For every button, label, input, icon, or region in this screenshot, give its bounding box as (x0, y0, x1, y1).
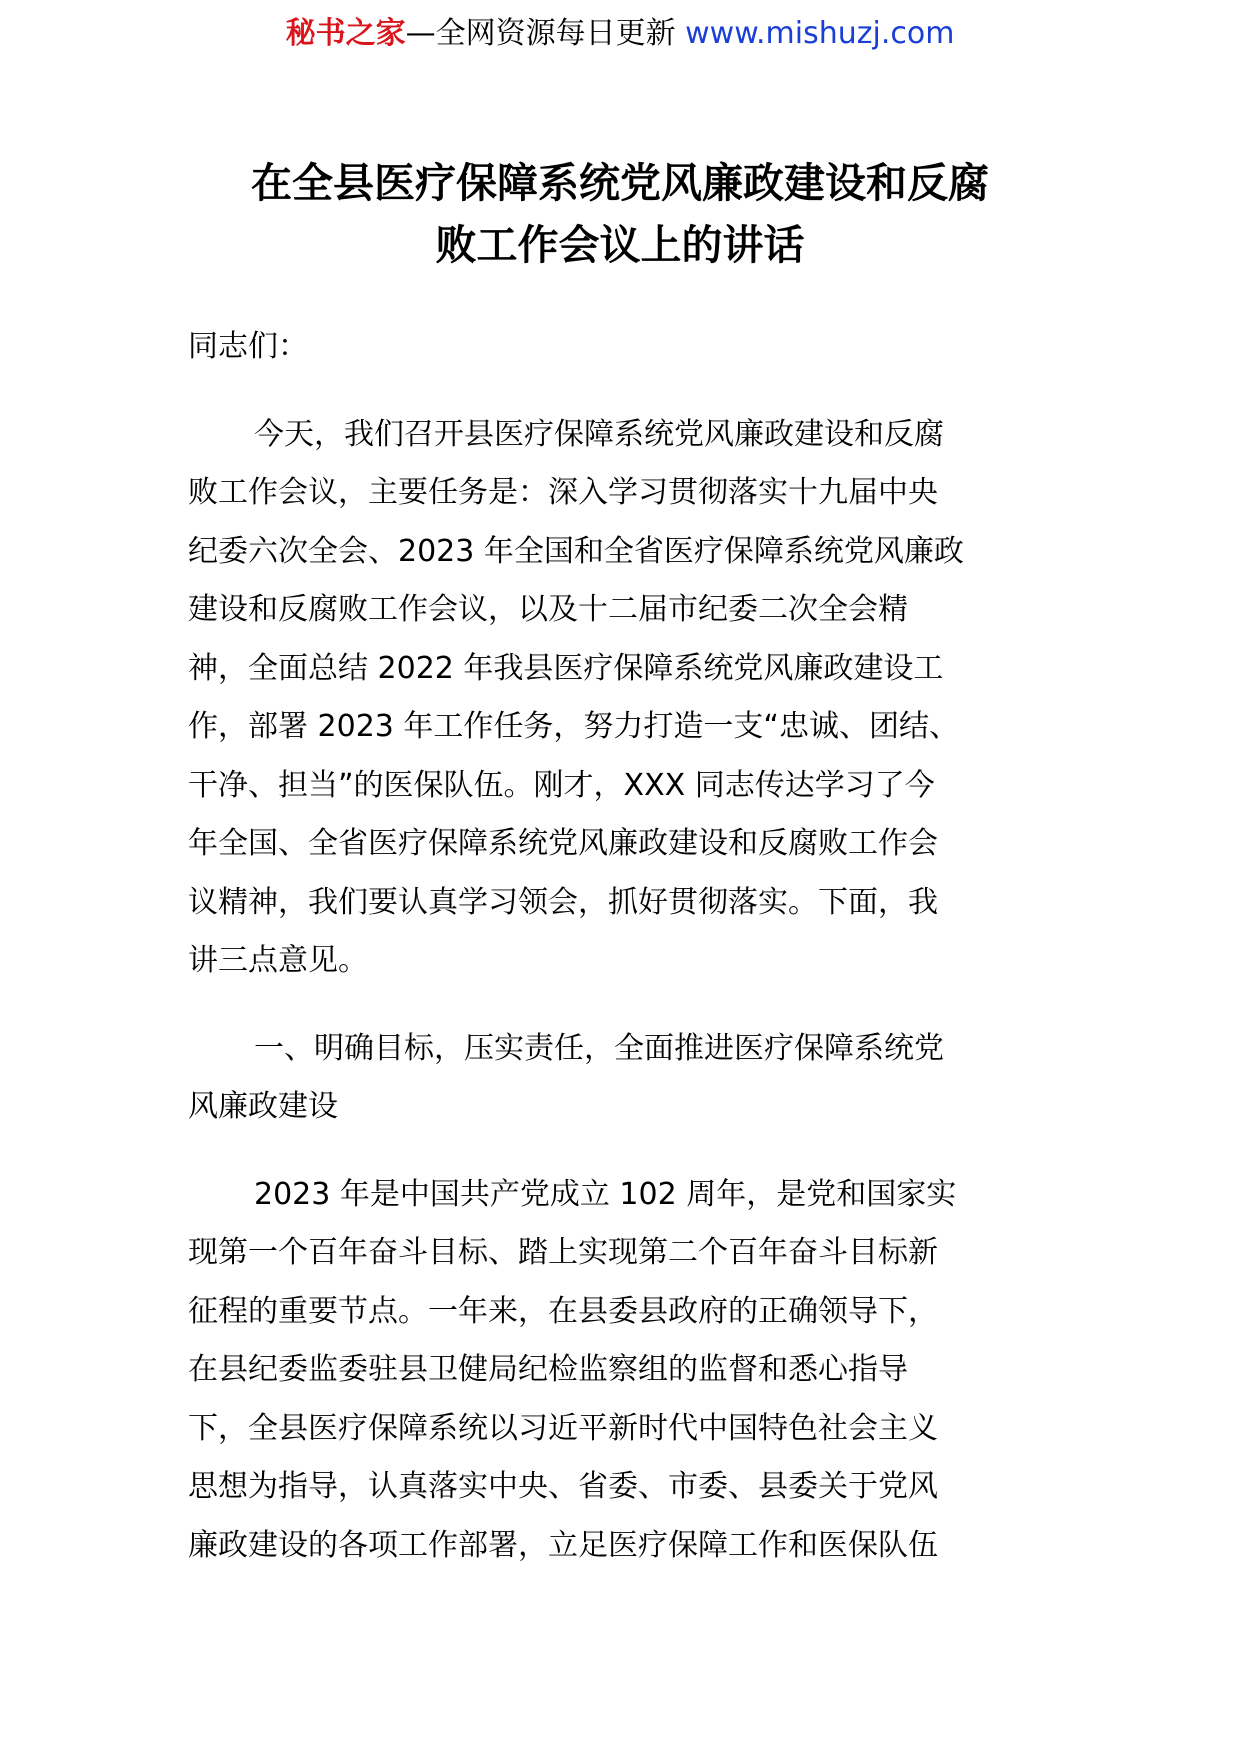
site-url-link[interactable]: www.mishuzj.com (685, 16, 955, 51)
paragraph-line: 神，全面总结 2022 年我县医疗保障系统党风廉政建设工 (188, 650, 944, 686)
paragraph-line: 2023 年是中国共产党成立 102 周年，是党和国家实 (254, 1176, 957, 1212)
paragraph-line: 今天，我们召开县医疗保障系统党风廉政建设和反腐 (254, 416, 944, 452)
heading-line: 一、明确目标，压实责任，全面推进医疗保障系统党 (254, 1030, 944, 1066)
paragraph-intro (188, 406, 1058, 991)
document-title (190, 152, 1050, 276)
paragraph-line: 败工作会议，主要任务是：深入学习贯彻落实十九届中央 (188, 475, 938, 510)
paragraph-line: 下，全县医疗保障系统以习近平新时代中国特色社会主义 (188, 1410, 938, 1446)
paragraph-line: 干净、担当”的医保队伍。刚才，XXX 同志传达学习了今 (188, 767, 935, 803)
salutation: 同志们： (188, 329, 308, 364)
document-body (188, 318, 1058, 1575)
paragraph-line: 年全国、全省医疗保障系统党风廉政建设和反腐败工作会 (188, 826, 938, 861)
paragraph-line: 议精神，我们要认真学习领会，抓好贯彻落实。下面，我 (188, 884, 938, 920)
site-header (0, 14, 1240, 54)
paragraph-line: 现第一个百年奋斗目标、踏上实现第二个百年奋斗目标新 (188, 1235, 938, 1270)
paragraph-line: 讲三点意见。 (188, 943, 368, 978)
paragraph-line: 在县纪委监委驻县卫健局纪检监察组的监督和悉心指导 (188, 1352, 908, 1387)
heading-line: 风廉政建设 (188, 1089, 338, 1124)
title-line: 败工作会议上的讲话 (435, 221, 805, 269)
site-brand: 秘书之家 (285, 16, 406, 51)
paragraph-line: 思想为指导，认真落实中央、省委、市委、县委关于党风 (188, 1469, 938, 1504)
paragraph-line: 纪委六次全会、2023 年全国和全省医疗保障系统党风廉政 (188, 533, 964, 569)
paragraph-line: 建设和反腐败工作会议，以及十二届市纪委二次全会精 (188, 592, 908, 627)
site-tagline: —全网资源每日更新 (405, 16, 686, 51)
paragraph-line: 征程的重要节点。一年来，在县委县政府的正确领导下， (188, 1293, 938, 1329)
section-heading-1 (188, 1020, 1058, 1137)
paragraph-line: 廉政建设的各项工作部署，立足医疗保障工作和医保队伍 (188, 1527, 938, 1563)
paragraph-section-1 (188, 1166, 1058, 1576)
title-line: 在全县医疗保障系统党风廉政建设和反腐 (251, 159, 989, 207)
paragraph-line: 作，部署 2023 年工作任务，努力打造一支“忠诚、团结、 (188, 709, 959, 744)
